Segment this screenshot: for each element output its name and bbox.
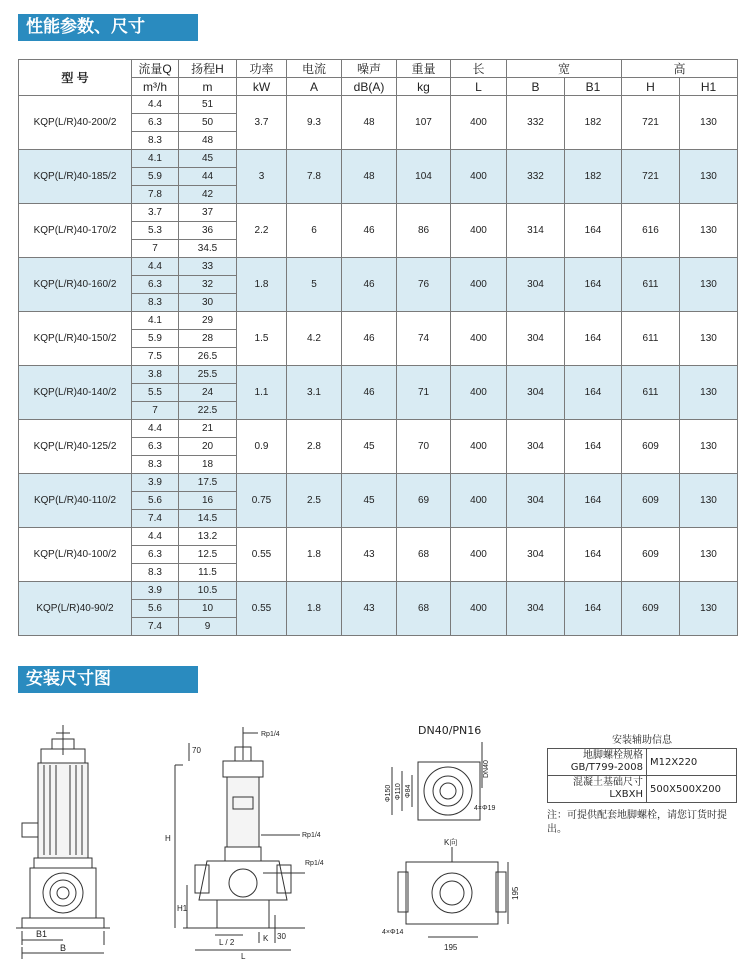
cell-h: 721: [622, 96, 680, 150]
dim-h-label: H: [165, 834, 171, 843]
cell-head: 24: [179, 384, 237, 402]
cell-length: 400: [451, 258, 507, 312]
unit-weight: kg: [397, 78, 451, 96]
cell-b: 304: [507, 258, 565, 312]
cell-flow: 5.6: [132, 600, 179, 618]
cell-length: 400: [451, 528, 507, 582]
cell-head: 28: [179, 330, 237, 348]
cell-b: 332: [507, 150, 565, 204]
holes-base-label: 4×Φ14: [382, 929, 404, 936]
header-current: 电流: [287, 60, 342, 78]
pump-front-view-drawing: [155, 725, 345, 960]
unit-head: m: [179, 78, 237, 96]
cell-flow: 6.3: [132, 276, 179, 294]
cell-weight: 74: [397, 312, 451, 366]
cell-h1: 130: [680, 96, 738, 150]
cell-current: 2.5: [287, 474, 342, 528]
cell-model: KQP(L/R)40-140/2: [19, 366, 132, 420]
cell-h: 721: [622, 150, 680, 204]
cell-h: 611: [622, 258, 680, 312]
cell-model: KQP(L/R)40-185/2: [19, 150, 132, 204]
cell-h1: 130: [680, 366, 738, 420]
cell-head: 10.5: [179, 582, 237, 600]
unit-power: kW: [237, 78, 287, 96]
cell-power: 0.9: [237, 420, 287, 474]
aux-label-bolt: [548, 749, 647, 776]
cell-flow: 7.4: [132, 510, 179, 528]
k-direction-label: K向: [444, 838, 458, 847]
cell-weight: 69: [397, 474, 451, 528]
cell-h: 609: [622, 582, 680, 636]
header-model: 型 号: [19, 60, 132, 96]
cell-h: 611: [622, 366, 680, 420]
dim-d150-label: Φ150: [385, 784, 392, 802]
cell-power: 1.5: [237, 312, 287, 366]
cell-noise: 46: [342, 258, 397, 312]
cell-flow: 7.4: [132, 618, 179, 636]
cell-head: 42: [179, 186, 237, 204]
aux-label-bolt-line1: 地脚螺栓规格: [583, 750, 643, 761]
cell-b1: 182: [565, 150, 622, 204]
cell-current: 1.8: [287, 582, 342, 636]
unit-h1: H1: [680, 78, 738, 96]
pump-side-view-drawing: [8, 725, 118, 960]
cell-b: 304: [507, 420, 565, 474]
cell-model: KQP(L/R)40-110/2: [19, 474, 132, 528]
cell-current: 7.8: [287, 150, 342, 204]
cell-flow: 6.3: [132, 114, 179, 132]
cell-head: 30: [179, 294, 237, 312]
cell-head: 13.2: [179, 528, 237, 546]
cell-head: 32: [179, 276, 237, 294]
cell-head: 9: [179, 618, 237, 636]
cell-head: 11.5: [179, 564, 237, 582]
cell-flow: 4.4: [132, 258, 179, 276]
cell-b1: 164: [565, 312, 622, 366]
cell-head: 34.5: [179, 240, 237, 258]
cell-head: 36: [179, 222, 237, 240]
cell-b: 304: [507, 582, 565, 636]
holes-top-label: 4×Φ19: [474, 805, 496, 812]
cell-head: 29: [179, 312, 237, 330]
cell-head: 20: [179, 438, 237, 456]
table-row: [19, 150, 738, 168]
cell-h1: 130: [680, 312, 738, 366]
cell-head: 51: [179, 96, 237, 114]
cell-head: 33: [179, 258, 237, 276]
header-power: 功率: [237, 60, 287, 78]
cell-current: 4.2: [287, 312, 342, 366]
aux-label-bolt-line2: GB/T799-2008: [570, 762, 643, 773]
header-height: 高: [622, 60, 738, 78]
cell-h1: 130: [680, 204, 738, 258]
cell-length: 400: [451, 150, 507, 204]
cell-current: 3.1: [287, 366, 342, 420]
cell-b: 304: [507, 474, 565, 528]
cell-power: 0.55: [237, 582, 287, 636]
aux-value-bolt: M12X220: [647, 749, 737, 776]
cell-h: 616: [622, 204, 680, 258]
cell-flow: 5.9: [132, 330, 179, 348]
header-flow: 流量Q: [132, 60, 179, 78]
cell-flow: 4.1: [132, 150, 179, 168]
cell-current: 1.8: [287, 528, 342, 582]
table-row: [19, 204, 738, 222]
cell-head: 37: [179, 204, 237, 222]
unit-flow: m³/h: [132, 78, 179, 96]
cell-b1: 164: [565, 204, 622, 258]
spec-table: [18, 59, 738, 636]
header-width: 宽: [507, 60, 622, 78]
cell-model: KQP(L/R)40-170/2: [19, 204, 132, 258]
rp14-label-mid: Rp1/4: [302, 832, 321, 839]
cell-flow: 8.3: [132, 456, 179, 474]
cell-flow: 7.8: [132, 186, 179, 204]
cell-flow: 5.6: [132, 492, 179, 510]
cell-noise: 43: [342, 528, 397, 582]
unit-b1: B1: [565, 78, 622, 96]
unit-length: L: [451, 78, 507, 96]
rp14-label-top: Rp1/4: [261, 731, 280, 738]
dim-30-label: 30: [277, 932, 286, 941]
cell-head: 22.5: [179, 402, 237, 420]
cell-model: KQP(L/R)40-125/2: [19, 420, 132, 474]
cell-head: 21: [179, 420, 237, 438]
table-row: [19, 96, 738, 114]
header-noise: 噪声: [342, 60, 397, 78]
cell-noise: 43: [342, 582, 397, 636]
unit-current: A: [287, 78, 342, 96]
cell-model: KQP(L/R)40-160/2: [19, 258, 132, 312]
cell-power: 2.2: [237, 204, 287, 258]
cell-length: 400: [451, 204, 507, 258]
flange-title: DN40/PN16: [418, 724, 482, 737]
dim-70-label: 70: [192, 746, 201, 755]
unit-b: B: [507, 78, 565, 96]
header-length: 长: [451, 60, 507, 78]
table-row: [19, 582, 738, 600]
cell-flow: 3.9: [132, 582, 179, 600]
aux-table: [547, 748, 737, 803]
dim-b1-label: B1: [36, 929, 48, 939]
aux-label-foundation-line1: 混凝土基础尺寸: [573, 777, 643, 788]
cell-b: 304: [507, 312, 565, 366]
cell-model: KQP(L/R)40-90/2: [19, 582, 132, 636]
cell-noise: 45: [342, 474, 397, 528]
cell-weight: 86: [397, 204, 451, 258]
cell-model: KQP(L/R)40-200/2: [19, 96, 132, 150]
dim-l-label: L: [241, 952, 246, 960]
cell-noise: 46: [342, 204, 397, 258]
cell-head: 50: [179, 114, 237, 132]
cell-power: 0.75: [237, 474, 287, 528]
cell-head: 10: [179, 600, 237, 618]
cell-weight: 104: [397, 150, 451, 204]
cell-model: KQP(L/R)40-150/2: [19, 312, 132, 366]
table-row: [19, 258, 738, 276]
cell-flow: 4.4: [132, 528, 179, 546]
cell-flow: 3.9: [132, 474, 179, 492]
cell-flow: 8.3: [132, 294, 179, 312]
unit-noise: dB(A): [342, 78, 397, 96]
cell-b1: 164: [565, 474, 622, 528]
cell-flow: 7: [132, 240, 179, 258]
cell-head: 48: [179, 132, 237, 150]
cell-head: 45: [179, 150, 237, 168]
cell-flow: 4.4: [132, 420, 179, 438]
table-row: [19, 474, 738, 492]
cell-flow: 7: [132, 402, 179, 420]
cell-head: 12.5: [179, 546, 237, 564]
cell-flow: 5.9: [132, 168, 179, 186]
cell-head: 17.5: [179, 474, 237, 492]
cell-b: 304: [507, 366, 565, 420]
cell-head: 25.5: [179, 366, 237, 384]
cell-h: 611: [622, 312, 680, 366]
cell-flow: 8.3: [132, 564, 179, 582]
dim-195-bottom-label: 195: [444, 943, 458, 952]
dim-d84-label: Φ84: [405, 784, 412, 798]
cell-weight: 76: [397, 258, 451, 312]
cell-b1: 164: [565, 420, 622, 474]
cell-length: 400: [451, 420, 507, 474]
cell-h1: 130: [680, 582, 738, 636]
cell-noise: 48: [342, 150, 397, 204]
aux-title: 安装辅助信息: [612, 735, 672, 746]
header-head: 扬程H: [179, 60, 237, 78]
cell-weight: 71: [397, 366, 451, 420]
cell-length: 400: [451, 312, 507, 366]
cell-h: 609: [622, 420, 680, 474]
cell-b: 304: [507, 528, 565, 582]
dim-l2-label: L / 2: [219, 938, 235, 947]
cell-flow: 6.3: [132, 546, 179, 564]
cell-power: 3: [237, 150, 287, 204]
cell-head: 44: [179, 168, 237, 186]
cell-current: 9.3: [287, 96, 342, 150]
cell-length: 400: [451, 96, 507, 150]
rp14-label-low: Rp1/4: [305, 860, 324, 867]
cell-current: 6: [287, 204, 342, 258]
cell-current: 2.8: [287, 420, 342, 474]
cell-b1: 164: [565, 258, 622, 312]
cell-noise: 46: [342, 312, 397, 366]
cell-flow: 3.8: [132, 366, 179, 384]
cell-flow: 4.1: [132, 312, 179, 330]
cell-head: 14.5: [179, 510, 237, 528]
flange-base-drawing: [378, 722, 528, 962]
cell-flow: 3.7: [132, 204, 179, 222]
cell-head: 26.5: [179, 348, 237, 366]
cell-head: 16: [179, 492, 237, 510]
cell-h1: 130: [680, 420, 738, 474]
cell-weight: 107: [397, 96, 451, 150]
dim-b-label: B: [60, 943, 67, 953]
cell-flow: 6.3: [132, 438, 179, 456]
cell-b1: 164: [565, 528, 622, 582]
cell-noise: 48: [342, 96, 397, 150]
install-aux-info: [547, 731, 737, 837]
aux-label-foundation: [548, 776, 647, 803]
cell-flow: 5.3: [132, 222, 179, 240]
cell-b1: 164: [565, 582, 622, 636]
aux-value-foundation: 500X500X200: [647, 776, 737, 803]
aux-label-foundation-line2: LXBXH: [609, 789, 643, 800]
cell-length: 400: [451, 582, 507, 636]
table-row: [19, 312, 738, 330]
cell-model: KQP(L/R)40-100/2: [19, 528, 132, 582]
dim-d110-label: Φ110: [395, 783, 402, 800]
cell-b1: 164: [565, 366, 622, 420]
cell-flow: 5.5: [132, 384, 179, 402]
dim-h1-label: H1: [177, 904, 188, 913]
cell-noise: 45: [342, 420, 397, 474]
cell-power: 0.55: [237, 528, 287, 582]
dim-dn40-label: DN40: [483, 760, 490, 778]
cell-length: 400: [451, 366, 507, 420]
cell-flow: 8.3: [132, 132, 179, 150]
cell-h1: 130: [680, 474, 738, 528]
cell-current: 5: [287, 258, 342, 312]
cell-head: 18: [179, 456, 237, 474]
cell-b: 332: [507, 96, 565, 150]
cell-noise: 46: [342, 366, 397, 420]
cell-flow: 4.4: [132, 96, 179, 114]
aux-note: 注：可提供配套地脚螺栓，请您订货时提出。: [547, 810, 727, 835]
unit-h: H: [622, 78, 680, 96]
dim-195-side-label: 195: [511, 886, 520, 900]
cell-b: 314: [507, 204, 565, 258]
cell-power: 1.8: [237, 258, 287, 312]
cell-weight: 70: [397, 420, 451, 474]
cell-h1: 130: [680, 528, 738, 582]
cell-h1: 130: [680, 258, 738, 312]
cell-weight: 68: [397, 528, 451, 582]
cell-weight: 68: [397, 582, 451, 636]
cell-power: 1.1: [237, 366, 287, 420]
section-title-params: 性能参数、尺寸: [18, 14, 198, 41]
table-row: [19, 528, 738, 546]
table-row: [19, 366, 738, 384]
cell-power: 3.7: [237, 96, 287, 150]
cell-h: 609: [622, 474, 680, 528]
cell-h: 609: [622, 528, 680, 582]
cell-b1: 182: [565, 96, 622, 150]
section-title-install: 安装尺寸图: [18, 666, 198, 693]
header-weight: 重量: [397, 60, 451, 78]
cell-length: 400: [451, 474, 507, 528]
table-row: [19, 420, 738, 438]
cell-h1: 130: [680, 150, 738, 204]
cell-flow: 7.5: [132, 348, 179, 366]
dim-k-label: K: [263, 934, 269, 943]
